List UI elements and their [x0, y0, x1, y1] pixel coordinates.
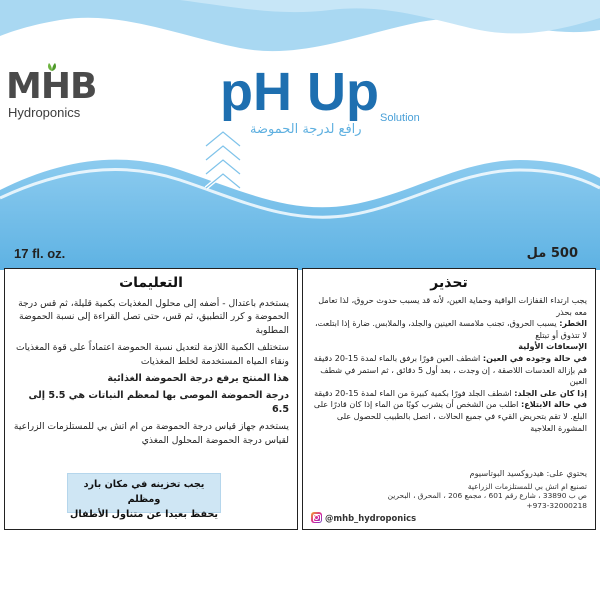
product-subtitle-en: Solution — [380, 112, 420, 124]
instruction-highlight: هذا المنتج يرفع درجة الحموضة الغذائية — [107, 373, 289, 385]
first-aid-ingestion: في حالة الابتلاع: اطلب من الشخص أن يشرب كوبًا من الماء إذا كان قادرًا على البلع. لا تقم بتحريض القيء في جميع الحالات ، اتصل بالطبيب للحصول على المشورة العلاجية — [313, 399, 587, 433]
manufacturer: تصنيع ام اتش بي للمستلزمات الزراعية — [467, 481, 587, 491]
phone-number: +973-32000218 — [526, 501, 587, 510]
instruction-paragraph: يستخدم جهاز قياس درجة الحموضة من ام اتش بي للمستلزمات الزراعية لقياس درجة الحموضة المحلول المغذي — [13, 421, 289, 446]
instructions-heading: التعليمات — [119, 275, 183, 291]
brand-logo — [6, 68, 96, 120]
logo-text: MHB — [6, 66, 97, 107]
instructions-panel — [4, 268, 298, 530]
product-subtitle-ar: رافع لدرجة الحموضة — [250, 122, 362, 137]
warning-danger: الخطر: يسبب الحروق، تجنب ملامسة العينين والجلد، والملابس. ضارة إذا ابتلعت، لا تتذوق أو تبتلع — [315, 318, 587, 340]
instagram-icon — [311, 512, 322, 523]
product-title: pH Up — [220, 62, 379, 122]
warning-paragraph: يجب ارتداء القفازات الواقية وحماية العين، لأنه قد يسبب حدوث حروق، لذا تعامل معه بحذر — [318, 295, 587, 317]
logo-subtitle: Hydroponics — [8, 105, 81, 120]
instruction-paragraph: يستخدم باعتدال - أضفه إلى محلول المغذيات بكمية قليلة، ثم قس درجة الحموضة و كرر التطبيق، ثم قس، حتى تصل القراءة إلى نسبة الحموضة المطلوبة — [18, 298, 289, 336]
address: ص ب 33890 ، شارع رقم 601 ، مجمع 206 ، المحرق ، البحرين — [387, 491, 587, 501]
first-aid-heading: الإسعافات الأولية — [518, 341, 587, 352]
first-aid-skin: إذا كان على الجلد: اشطف الجلد فورًا بكمية كبيرة من الماء لمدة 15-20 دقيقة — [314, 387, 587, 398]
up-arrow-icon — [200, 128, 246, 198]
instagram-handle[interactable] — [311, 512, 587, 523]
storage-notice — [67, 473, 221, 520]
recommended-ph-range: درجة الحموضة الموصى بها لمعظم النباتات هي 5.5 إلى 6.5 — [28, 390, 289, 415]
volume-imperial: 17 fl. oz. — [14, 246, 66, 261]
instruction-paragraph: ستختلف الكمية اللازمة لتعديل نسبة الحموضة اعتماداً على قوة المغذيات ونقاء المياه المستخدمة لخلط المغذيات — [15, 342, 289, 367]
contact-info — [311, 469, 587, 523]
first-aid-eyes: في حالة وجوده في العين: اشطف العين فورًا برفق بالماء لمدة 15-20 دقيقة قم بإزالة العدسات اللاصقة ، إن وجدت ، بعد أول 5 دقائق ، ثم استمر في شطف العين — [313, 352, 587, 387]
storage-line: يحفظ بعيدا عن متناول الأطفال — [70, 509, 218, 520]
storage-line: يجب تخزينه في مكان بارد ومظلم — [83, 479, 205, 505]
warning-panel — [302, 268, 596, 530]
warning-heading: تحذير — [430, 275, 468, 291]
contents: يحتوي على: هيدروكسيد البوتاسيوم — [469, 468, 587, 479]
instagram-text: @mhb_hydroponics — [325, 512, 417, 523]
volume-metric: 500 مل — [526, 246, 578, 261]
